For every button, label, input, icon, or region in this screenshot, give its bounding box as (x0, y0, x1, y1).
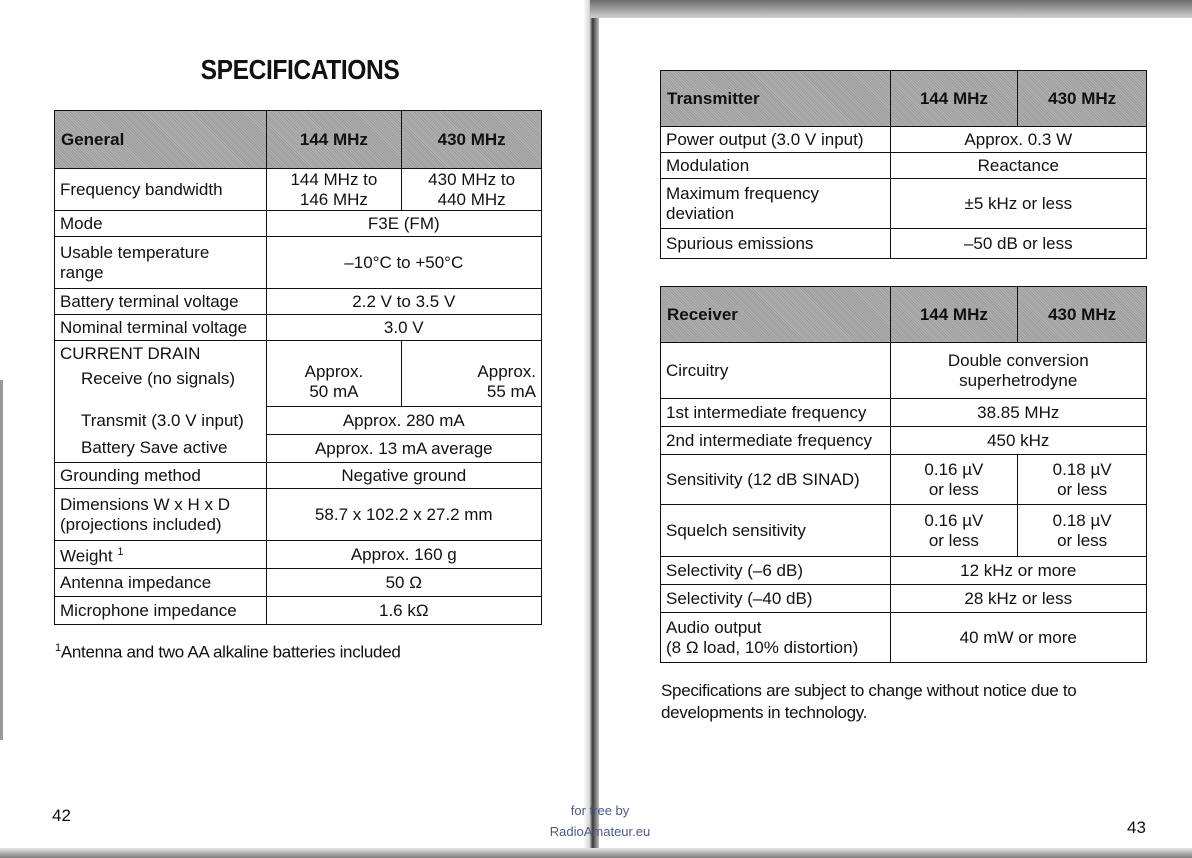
receiver-spec-table (660, 286, 1147, 663)
table-row (55, 463, 542, 489)
table-row (661, 399, 1147, 427)
value-nominal-terminal-voltage: 3.0 V (266, 315, 541, 341)
label-audio-output: Audio output (8 Ω load, 10% distortion) (661, 613, 891, 663)
label-frequency-bandwidth: Frequency bandwidth (55, 169, 267, 211)
table-row (661, 455, 1147, 505)
label-power-output: Power output (3.0 V input) (661, 127, 891, 153)
value-battery-save: Approx. 13 mA average (266, 435, 541, 463)
header-general: General (55, 111, 267, 169)
value-receive-144: Approx. 50 mA (266, 341, 402, 407)
header-transmitter: Transmitter (661, 71, 891, 127)
watermark-line1: for free by (570, 803, 630, 818)
table-row (55, 211, 542, 237)
header-144mhz: 144 MHz (890, 71, 1018, 127)
page-bottom-shadow (0, 848, 1192, 858)
label-battery-save: Battery Save active (55, 435, 267, 463)
watermark-line2: RadioAmateur.eu (549, 824, 651, 839)
value-squelch-144: 0.16 µV or less (890, 505, 1018, 557)
value-1st-if: 38.85 MHz (890, 399, 1147, 427)
weight-footnote-mark: 1 (117, 546, 124, 559)
label-antenna-impedance: Antenna impedance (55, 569, 267, 597)
transmitter-spec-table (660, 70, 1147, 259)
table-row (55, 541, 542, 569)
footnote-mark: 1 (55, 642, 61, 654)
value-dimensions: 58.7 x 102.2 x 27.2 mm (266, 489, 541, 541)
table-row (661, 557, 1147, 585)
label-microphone-impedance: Microphone impedance (55, 597, 267, 625)
value-max-frequency-deviation: ±5 kHz or less (890, 179, 1146, 229)
label-selectivity-6db: Selectivity (–6 dB) (661, 557, 891, 585)
label-circuitry: Circuitry (661, 343, 891, 399)
table-row (55, 341, 542, 367)
value-power-output: Approx. 0.3 W (890, 127, 1146, 153)
value-sensitivity-430: 0.18 µV or less (1018, 455, 1147, 505)
specifications-note: Specifications are subject to change without notice due to developments in technology. (661, 681, 1077, 722)
value-antenna-impedance: 50 Ω (266, 569, 541, 597)
footnote (55, 642, 401, 663)
table-row (661, 153, 1147, 179)
page-number-right: 43 (1127, 818, 1146, 837)
label-nominal-terminal-voltage: Nominal terminal voltage (55, 315, 267, 341)
value-usable-temperature: –10°C to +50°C (266, 237, 541, 289)
table-row (55, 169, 542, 211)
value-circuitry: Double conversion superhetrodyne (890, 343, 1147, 399)
table-row (661, 343, 1147, 399)
value-transmit: Approx. 280 mA (266, 407, 541, 435)
table-row (55, 569, 542, 597)
table-row (55, 289, 542, 315)
value-audio-output: 40 mW or more (890, 613, 1147, 663)
value-receive-430: Approx. 55 mA (402, 341, 542, 407)
table-row (661, 229, 1147, 259)
header-430mhz: 430 MHz (402, 111, 542, 169)
value-spurious-emissions: –50 dB or less (890, 229, 1146, 259)
value-freq-430: 430 MHz to 440 MHz (402, 169, 542, 211)
general-spec-table (54, 110, 542, 625)
table-row (55, 315, 542, 341)
label-sensitivity: Sensitivity (12 dB SINAD) (661, 455, 891, 505)
page-edge-shadow (0, 380, 3, 740)
value-mode: F3E (FM) (266, 211, 541, 237)
table-row (661, 427, 1147, 455)
label-usable-temperature: Usable temperature range (55, 237, 267, 289)
value-selectivity-6db: 12 kHz or more (890, 557, 1147, 585)
header-receiver: Receiver (661, 287, 891, 343)
value-2nd-if: 450 kHz (890, 427, 1147, 455)
label-grounding-method: Grounding method (55, 463, 267, 489)
label-1st-if: 1st intermediate frequency (661, 399, 891, 427)
table-row (661, 613, 1147, 663)
label-battery-terminal-voltage: Battery terminal voltage (55, 289, 267, 315)
header-144mhz: 144 MHz (266, 111, 402, 169)
label-selectivity-40db: Selectivity (–40 dB) (661, 585, 891, 613)
value-weight: Approx. 160 g (266, 541, 541, 569)
page-number-left: 42 (52, 806, 71, 825)
label-current-drain: CURRENT DRAIN (55, 341, 267, 367)
label-max-frequency-deviation: Maximum frequency deviation (661, 179, 891, 229)
header-144mhz: 144 MHz (890, 287, 1018, 343)
table-row (55, 237, 542, 289)
label-modulation: Modulation (661, 153, 891, 179)
table-header-row (661, 287, 1147, 343)
table-row (661, 505, 1147, 557)
page-title: SPECIFICATIONS (200, 54, 400, 85)
weight-label-text: Weight (60, 546, 113, 566)
label-squelch-sensitivity: Squelch sensitivity (661, 505, 891, 557)
value-sensitivity-144: 0.16 µV or less (890, 455, 1018, 505)
value-microphone-impedance: 1.6 kΩ (266, 597, 541, 625)
footnote-text: Antenna and two AA alkaline batteries included (60, 642, 401, 662)
table-header-row (661, 71, 1147, 127)
table-row (661, 585, 1147, 613)
value-squelch-430: 0.18 µV or less (1018, 505, 1147, 557)
label-2nd-if: 2nd intermediate frequency (661, 427, 891, 455)
value-freq-144: 144 MHz to 146 MHz (266, 169, 402, 211)
value-battery-terminal-voltage: 2.2 V to 3.5 V (266, 289, 541, 315)
label-weight (55, 541, 267, 569)
book-gutter (583, 0, 599, 858)
page-top-shadow (590, 0, 1192, 18)
label-dimensions: Dimensions W x H x D (projections included) (55, 489, 267, 541)
value-grounding-method: Negative ground (266, 463, 541, 489)
header-430mhz: 430 MHz (1018, 287, 1147, 343)
value-modulation: Reactance (890, 153, 1146, 179)
label-mode: Mode (55, 211, 267, 237)
table-row (661, 179, 1147, 229)
label-receive: Receive (no signals) (55, 367, 267, 407)
label-spurious-emissions: Spurious emissions (661, 229, 891, 259)
table-row (55, 597, 542, 625)
table-row (55, 489, 542, 541)
table-row (55, 407, 542, 435)
label-transmit: Transmit (3.0 V input) (55, 407, 267, 435)
table-header-row (55, 111, 542, 169)
value-selectivity-40db: 28 kHz or less (890, 585, 1147, 613)
table-row (55, 435, 542, 463)
table-row (661, 127, 1147, 153)
header-430mhz: 430 MHz (1018, 71, 1147, 127)
